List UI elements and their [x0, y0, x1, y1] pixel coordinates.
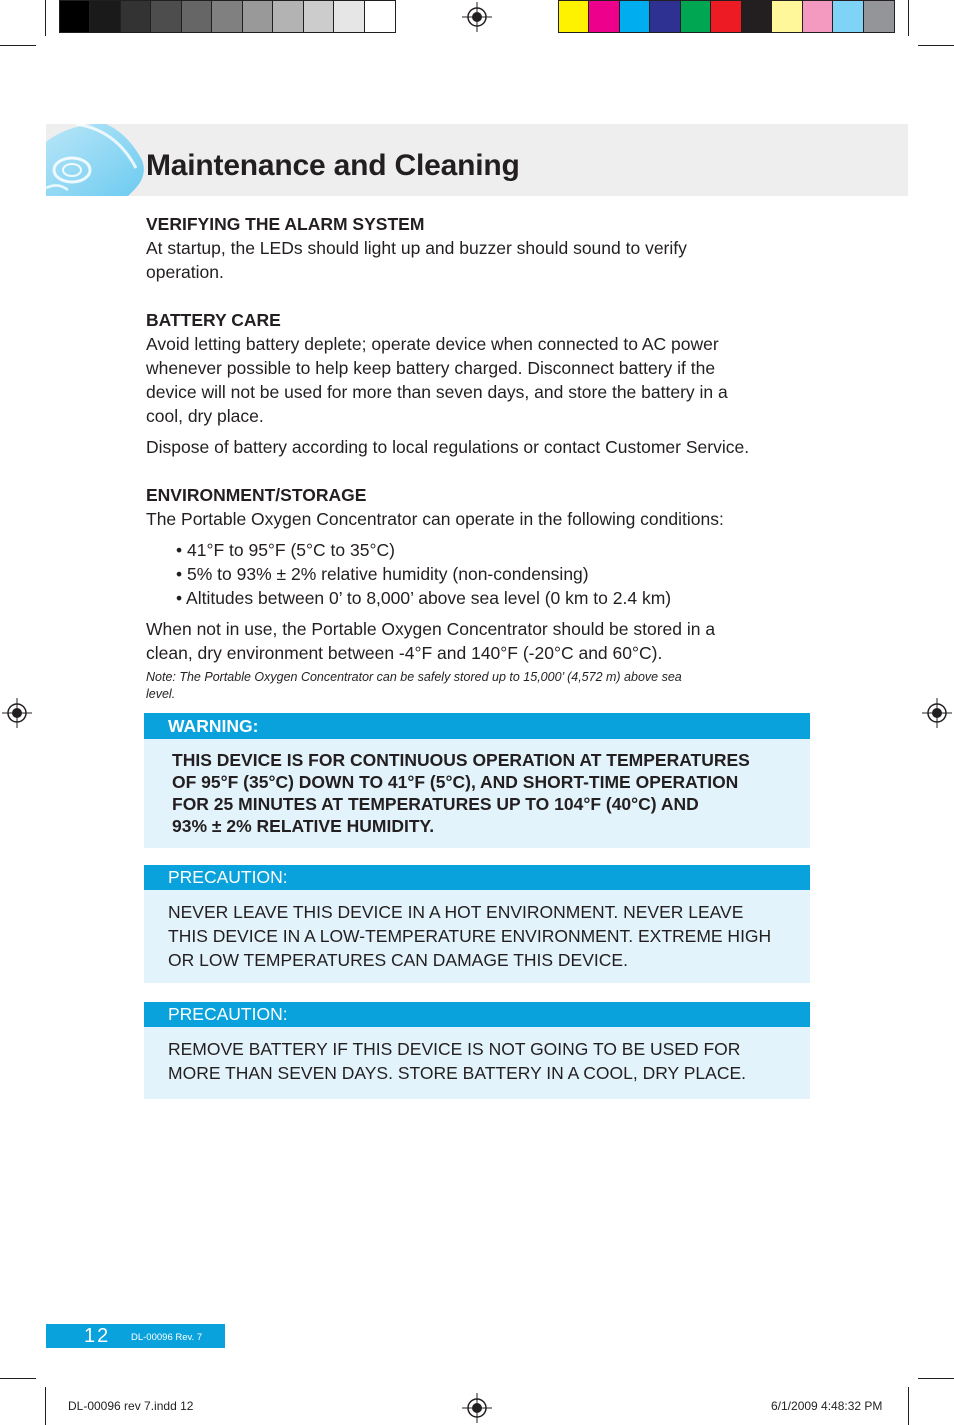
grayscale-color-bar [59, 0, 396, 33]
color-swatch [650, 1, 680, 32]
section-heading: VERIFYING THE ALARM SYSTEM [146, 214, 425, 234]
note-line: level. [146, 687, 176, 701]
precaution-text [144, 890, 810, 982]
gray-swatch [182, 1, 212, 32]
precaution-text [144, 1027, 810, 1095]
gray-swatch [273, 1, 303, 32]
note-text [146, 669, 810, 703]
precaution-line: NEVER LEAVE THIS DEVICE IN A HOT ENVIRONMENT. NEVER LEAVE [168, 902, 744, 922]
page-number: 12 [84, 1325, 111, 1347]
registration-mark-icon [462, 1393, 492, 1423]
section-heading: ENVIRONMENT/STORAGE [146, 485, 367, 505]
body-text: operation. [146, 262, 224, 282]
precaution-line: MORE THAN SEVEN DAYS. STORE BATTERY IN A COOL, DRY PLACE. [168, 1063, 746, 1083]
gray-swatch [151, 1, 181, 32]
crop-mark [45, 0, 46, 36]
warning-text [144, 739, 810, 847]
body-text: When not in use, the Portable Oxygen Concentrator should be stored in a [146, 619, 716, 639]
color-swatch [681, 1, 711, 32]
process-color-bar [558, 0, 895, 33]
body-text: whenever possible to help keep battery charged. Disconnect battery if the [146, 358, 716, 378]
color-swatch [833, 1, 863, 32]
gray-swatch [60, 1, 90, 32]
registration-mark-icon [462, 2, 492, 32]
color-swatch [803, 1, 833, 32]
main-content [146, 212, 810, 703]
gray-swatch [365, 1, 395, 32]
warning-line: OF 95°F (35°C) DOWN TO 41°F (5°C), AND SHORT-TIME OPERATION [172, 772, 739, 792]
list-item: • 5% to 93% ± 2% relative humidity (non-condensing) [176, 564, 589, 584]
crop-mark [918, 45, 954, 46]
body-text: clean, dry environment between -4°F and 140°F (-20°C and 60°C). [146, 643, 663, 663]
crop-mark [0, 1378, 36, 1379]
precaution-label: PRECAUTION: [144, 865, 810, 890]
crop-mark [45, 1387, 46, 1425]
color-swatch [559, 1, 589, 32]
color-swatch [742, 1, 772, 32]
color-swatch [711, 1, 741, 32]
crop-mark [908, 0, 909, 36]
list-item: • 41°F to 95°F (5°C to 35°C) [176, 540, 395, 560]
warning-line: 93% ± 2% RELATIVE HUMIDITY. [172, 816, 435, 836]
body-text: device will not be used for more than seven days, and store the battery in a [146, 382, 728, 402]
slug-filename: DL-00096 rev 7.indd 12 [68, 1399, 194, 1413]
list-item: • Altitudes between 0’ to 8,000’ above sea level (0 km to 2.4 km) [176, 588, 672, 608]
color-swatch [620, 1, 650, 32]
gray-swatch [334, 1, 364, 32]
body-text: Dispose of battery according to local regulations or contact Customer Service. [146, 437, 750, 457]
body-text: The Portable Oxygen Concentrator can operate in the following conditions: [146, 509, 724, 529]
document-revision: DL-00096 Rev. 7 [131, 1332, 203, 1343]
body-text: Avoid letting battery deplete; operate device when connected to AC power [146, 334, 719, 354]
gray-swatch [121, 1, 151, 32]
precaution-line: OR LOW TEMPERATURES CAN DAMAGE THIS DEVICE. [168, 950, 628, 970]
color-swatch [772, 1, 802, 32]
crop-mark [908, 1387, 909, 1425]
registration-mark-icon [2, 698, 32, 728]
note-line: Note: The Portable Oxygen Concentrator can be safely stored up to 15,000’ (4,572 m) above sea [146, 670, 682, 684]
precaution-box [144, 1002, 810, 1099]
precaution-line: THIS DEVICE IN A LOW-TEMPERATURE ENVIRONMENT. EXTREME HIGH [168, 926, 772, 946]
color-swatch [589, 1, 619, 32]
page-title: Maintenance and Cleaning [146, 149, 520, 182]
precaution-box [144, 865, 810, 983]
conditions-list [176, 538, 810, 610]
slug-timestamp: 6/1/2009 4:48:32 PM [771, 1399, 883, 1413]
gray-swatch [90, 1, 120, 32]
body-text: At startup, the LEDs should light up and buzzer should sound to verify [146, 238, 687, 258]
oxygen-device-icon [46, 124, 156, 196]
warning-box [144, 713, 810, 848]
crop-mark [0, 45, 36, 46]
section-header [46, 124, 908, 196]
color-swatch [864, 1, 894, 32]
gray-swatch [243, 1, 273, 32]
gray-swatch [304, 1, 334, 32]
crop-mark [918, 1378, 954, 1379]
registration-mark-icon [922, 698, 952, 728]
precaution-label: PRECAUTION: [144, 1002, 810, 1027]
gray-swatch [212, 1, 242, 32]
body-text: cool, dry place. [146, 406, 264, 426]
page-footer-tab [46, 1324, 225, 1348]
section-heading: BATTERY CARE [146, 310, 281, 330]
precaution-line: REMOVE BATTERY IF THIS DEVICE IS NOT GOING TO BE USED FOR [168, 1039, 741, 1059]
warning-line: THIS DEVICE IS FOR CONTINUOUS OPERATION AT TEMPERATURES [172, 750, 750, 770]
warning-label: WARNING: [144, 713, 810, 739]
warning-line: FOR 25 MINUTES AT TEMPERATURES UP TO 104°F (40°C) AND [172, 794, 699, 814]
